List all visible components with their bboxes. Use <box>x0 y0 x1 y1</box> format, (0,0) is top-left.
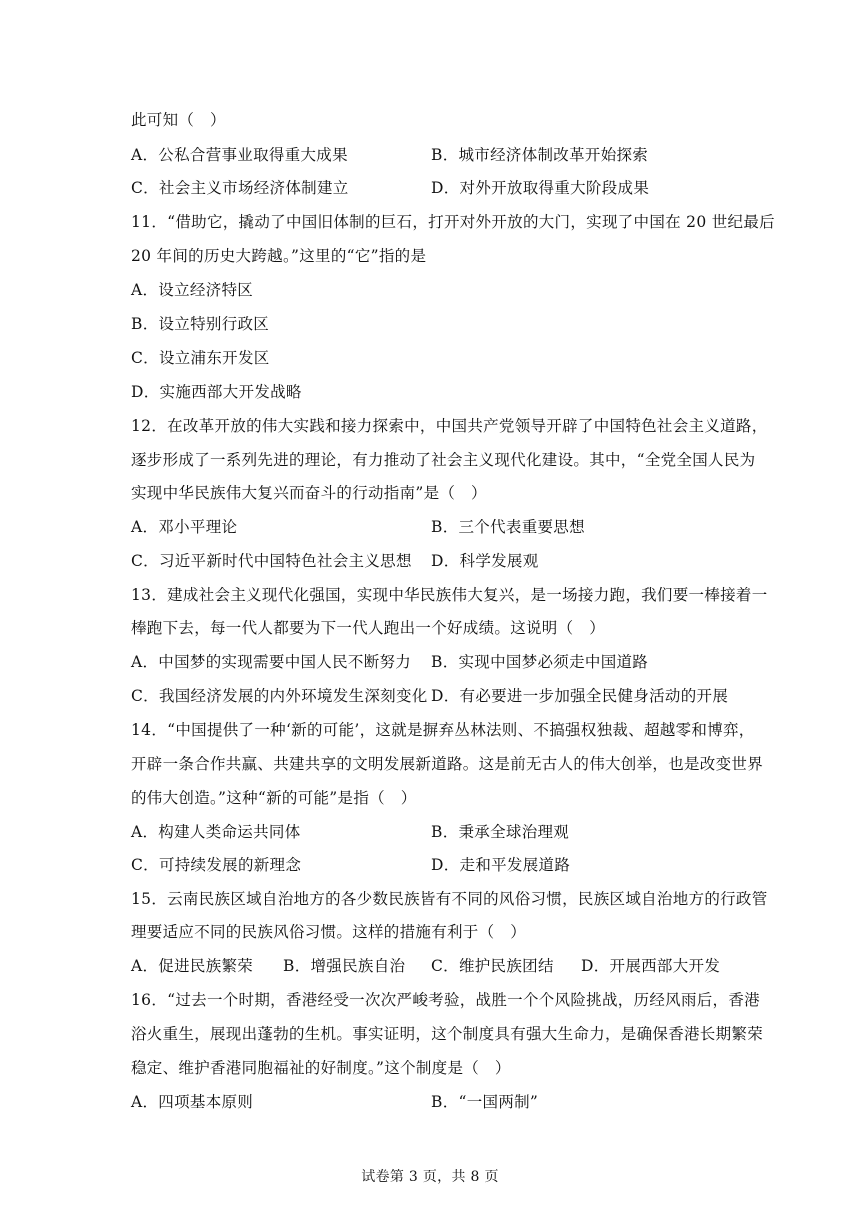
q12-option-d: D．科学发展观 <box>431 552 539 570</box>
q15-option-a: A．促进民族繁荣 <box>131 957 254 975</box>
q15-options-row <box>131 956 751 976</box>
q14-option-c: C．可持续发展的新理念 <box>131 856 302 874</box>
q12-stem-line-3: 实现中华民族伟大复兴而奋斗的行动指南”是（ ） <box>131 484 487 502</box>
page-footer: 试卷第 3 页，共 8 页 <box>361 1169 499 1185</box>
q16-option-a: A．四项基本原则 <box>131 1093 254 1111</box>
q14-stem-line-3: 的伟大创造。”这种“新的可能”是指（ ） <box>131 789 417 807</box>
q12-options-row-1 <box>131 517 751 537</box>
q14-options-row-2 <box>131 855 751 875</box>
q13-option-a: A．中国梦的实现需要中国人民不断努力 <box>131 653 412 671</box>
q10-option-c: C．社会主义市场经济体制建立 <box>131 179 349 197</box>
q14-option-d: D．走和平发展道路 <box>431 856 571 874</box>
q15-option-c: C．维护民族团结 <box>431 957 554 975</box>
q11-option-a: A．设立经济特区 <box>131 281 254 299</box>
q13-stem-line-1: 13．建成社会主义现代化强国，实现中华民族伟大复兴，是一场接力跑，我们要一棒接着一 <box>131 586 768 604</box>
q15-stem-line-1: 15．云南民族区域自治地方的各少数民族皆有不同的风俗习惯，民族区域自治地方的行政管 <box>131 890 768 908</box>
q11-stem-line-2: 20 年间的历史大跨越。”这里的“它”指的是 <box>131 247 427 265</box>
q12-option-c: C．习近平新时代中国特色社会主义思想 <box>131 552 412 570</box>
q16-stem-line-1: 16．“过去一个时期，香港经受一次次严峻考验，战胜一个个风险挑战，历经风雨后，香港 <box>131 991 760 1009</box>
q14-option-a: A．构建人类命运共同体 <box>131 823 301 841</box>
q13-options-row-1 <box>131 652 751 672</box>
q13-options-row-2 <box>131 686 751 706</box>
q16-stem-line-2: 浴火重生，展现出蓬勃的生机。事实证明，这个制度具有强大生命力，是确保香港长期繁荣 <box>131 1025 764 1043</box>
q12-options-row-2 <box>131 551 751 571</box>
q14-stem-line-2: 开辟一条合作共赢、共建共享的文明发展新道路。这是前无古人的伟大创举，也是改变世界 <box>131 755 764 773</box>
q11-option-c: C．设立浦东开发区 <box>131 349 270 367</box>
q16-option-b: B．“一国两制” <box>431 1093 539 1111</box>
q12-stem-line-1: 12．在改革开放的伟大实践和接力探索中，中国共产党领导开辟了中国特色社会主义道路， <box>131 417 768 435</box>
q16-options-row-1 <box>131 1092 751 1112</box>
q10-options-row-1 <box>131 145 751 165</box>
q10-option-b: B．城市经济体制改革开始探索 <box>431 146 649 164</box>
q15-option-b: B．增强民族自治 <box>283 957 406 975</box>
q13-option-c: C．我国经济发展的内外环境发生深刻变化 <box>131 687 428 705</box>
q16-stem-line-3: 稳定、维护香港同胞福祉的好制度。”这个制度是（ ） <box>131 1059 511 1077</box>
q12-stem-line-2: 逐步形成了一系列先进的理论，有力推动了社会主义现代化建设。其中，“全党全国人民为 <box>131 451 756 469</box>
q15-stem-line-2: 理要适应不同的民族风俗习惯。这样的措施有利于（ ） <box>131 923 527 941</box>
q10-option-d: D．对外开放取得重大阶段成果 <box>431 179 650 197</box>
q10-option-a: A．公私合营事业取得重大成果 <box>131 146 348 164</box>
q12-option-b: B．三个代表重要思想 <box>431 518 585 536</box>
q12-option-a: A．邓小平理论 <box>131 518 238 536</box>
q15-option-d: D．开展西部大开发 <box>581 957 721 975</box>
q14-stem-line-1: 14．“中国提供了一种‘新的可能’，这就是摒弃丛林法则、不搞强权独裁、超越零和博弈， <box>131 721 755 739</box>
q11-option-d: D．实施西部大开发战略 <box>131 383 302 401</box>
q10-stem-tail: 此可知（ ） <box>131 111 226 129</box>
q13-option-d: D．有必要进一步加强全民健身活动的开展 <box>431 687 729 705</box>
q13-option-b: B．实现中国梦必须走中国道路 <box>431 653 649 671</box>
q13-stem-line-2: 棒跑下去，每一代人都要为下一代人跑出一个好成绩。这说明（ ） <box>131 619 606 637</box>
q11-stem-line-1: 11．“借助它，撬动了中国旧体制的巨石，打开对外开放的大门，实现了中国在 20 世纪最后 <box>131 213 775 231</box>
q14-options-row-1 <box>131 822 751 842</box>
q10-options-row-2 <box>131 178 751 198</box>
q14-option-b: B．秉承全球治理观 <box>431 823 570 841</box>
q11-option-b: B．设立特别行政区 <box>131 315 270 333</box>
